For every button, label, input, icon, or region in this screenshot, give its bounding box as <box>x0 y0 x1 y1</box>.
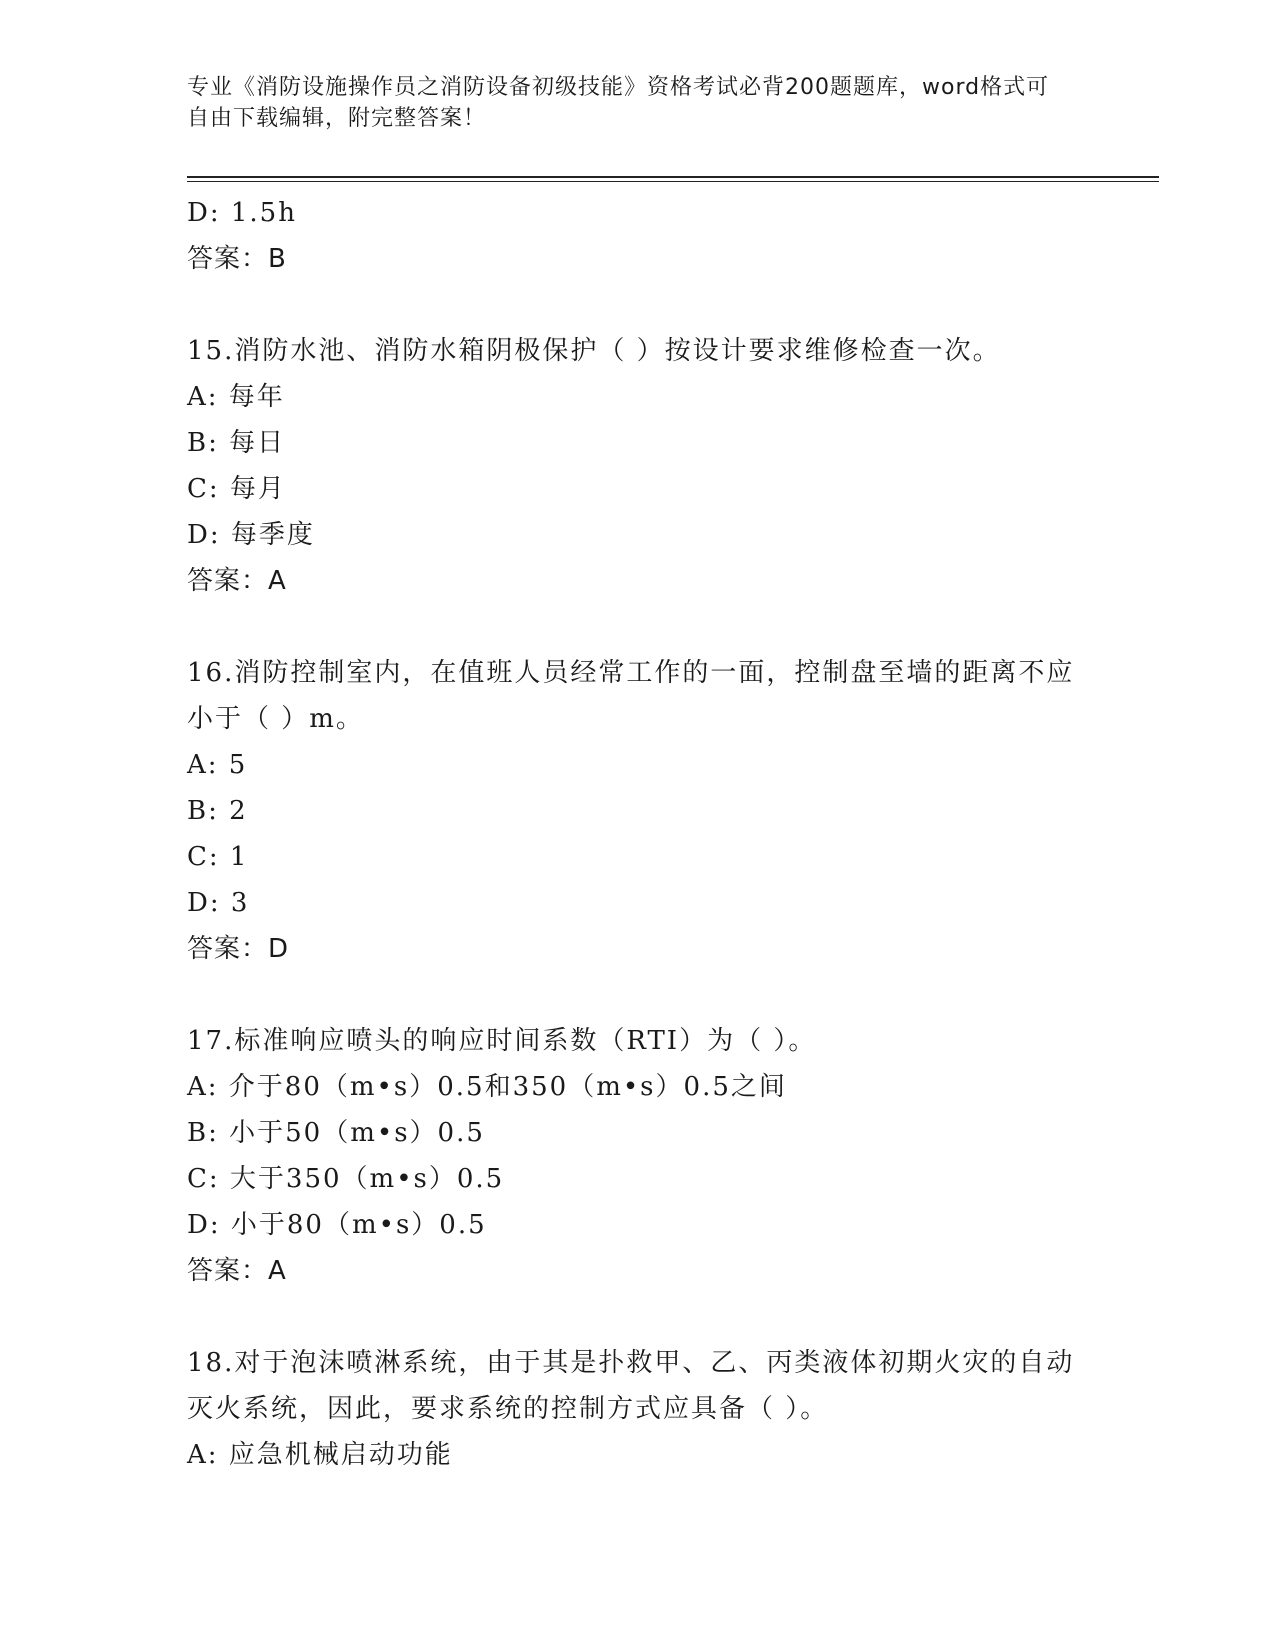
option-a: A: 介于80（m•s）0.5和350（m•s）0.5之间 <box>187 1072 787 1102</box>
header-rule-thick <box>187 176 1159 178</box>
option-d: D: 每季度 <box>187 520 315 550</box>
option-a: A: 应急机械启动功能 <box>187 1440 453 1470</box>
question-17 <box>187 1018 1087 1294</box>
answer: 答案：A <box>187 566 287 596</box>
question-text: 17.标准响应喷头的响应时间系数（RTI）为（ ）。 <box>187 1026 817 1056</box>
document-header: 专业《消防设施操作员之消防设备初级技能》资格考试必背200题题库，word格式可自由下载编辑，附完整答案！ <box>187 75 1050 131</box>
option-d: D: 小于80（m•s）0.5 <box>187 1210 487 1240</box>
option-a: A: 每年 <box>187 382 285 412</box>
question-text: 18.对于泡沫喷淋系统，由于其是扑救甲、乙、丙类液体初期火灾的自动灭火系统，因此，要求系统的控制方式应具备（ ）。 <box>187 1348 1075 1424</box>
option-c: C: 1 <box>187 842 249 872</box>
question-16 <box>187 650 1087 972</box>
question-text: 16.消防控制室内，在值班人员经常工作的一面，控制盘至墙的距离不应小于（ ）m。 <box>187 658 1075 734</box>
option-b: B: 2 <box>187 796 248 826</box>
document-body <box>187 190 1087 1478</box>
question-15 <box>187 328 1087 604</box>
option-c: C: 每月 <box>187 474 286 504</box>
answer: 答案：A <box>187 1256 287 1286</box>
question-text: 15.消防水池、消防水箱阴极保护（ ）按设计要求维修检查一次。 <box>187 336 1001 366</box>
option-d: D: 3 <box>187 888 250 918</box>
option-b: B: 小于50（m•s）0.5 <box>187 1118 485 1148</box>
option-b: B: 每日 <box>187 428 286 458</box>
prev-option-d: D: 1.5h <box>187 198 297 228</box>
header-rule-thin <box>187 181 1159 182</box>
prev-answer: 答案：B <box>187 244 287 274</box>
option-a: A: 5 <box>187 750 248 780</box>
option-c: C: 大于350（m•s）0.5 <box>187 1164 505 1194</box>
answer: 答案：D <box>187 934 290 964</box>
question-18 <box>187 1340 1087 1478</box>
